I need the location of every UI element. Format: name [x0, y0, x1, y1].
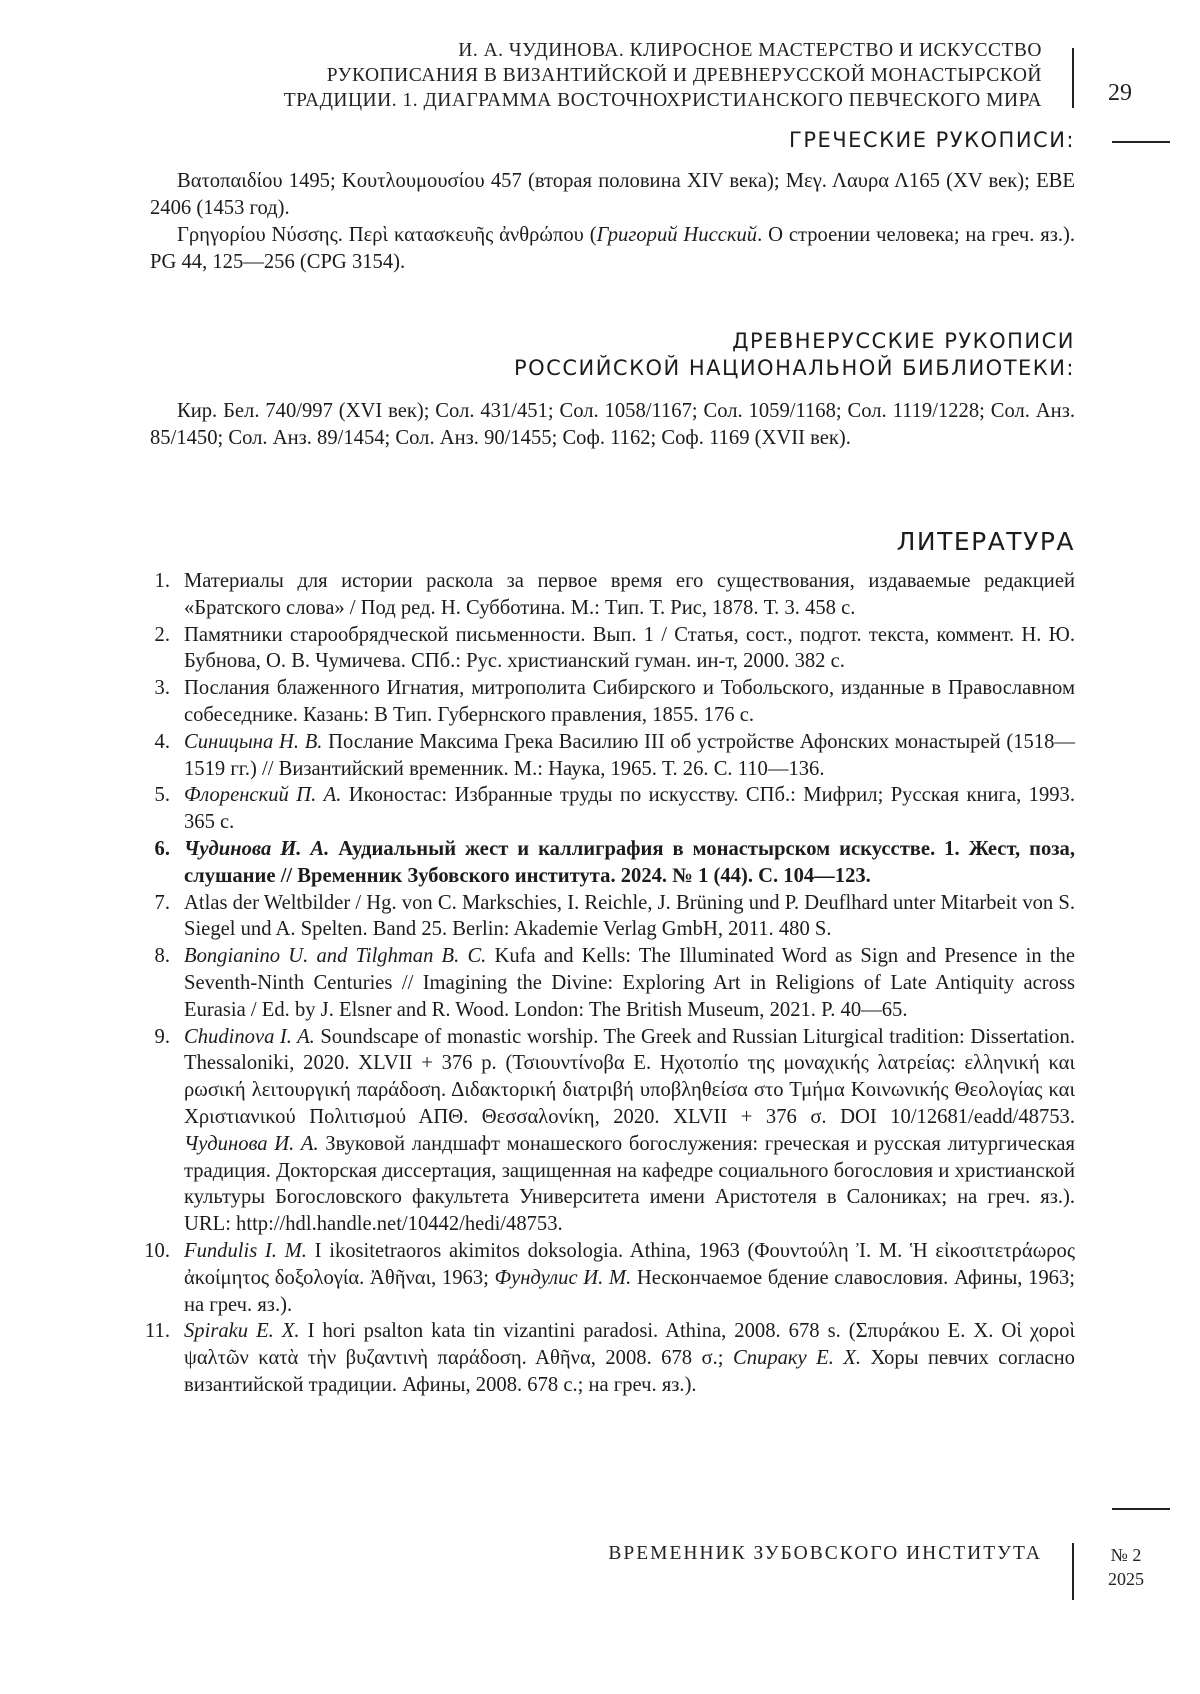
reference-author: Chudinova I. A.	[184, 1025, 315, 1048]
reference-author: Чудинова И. А.	[184, 837, 330, 860]
reference-number: 10.	[144, 1239, 170, 1262]
reference-list	[130, 568, 1075, 1399]
reference-text: Аудиальный жест и каллиграфия в монастырском искусстве. 1. Жест, поза, слушание // Временник Зубовского института. 2024. № 1 (44). С. 104—123.	[184, 837, 1076, 887]
header-divider	[1072, 48, 1074, 108]
reference-text: Kufa and Kells: The Illuminated Word as Sign and Presence in the Seventh-Ninth Centuries // Imagining the Divine: Exploring Art in Religions of Late Antiquity across Eurasia / Ed. by J. Elsner and R. Wood. London: The British Museum, 2021. P. 40—65.	[184, 945, 1075, 1021]
russian-manuscripts-body	[150, 398, 1075, 452]
running-head	[150, 38, 1042, 113]
reference-author-secondary: Спираку Е. Х.	[732, 1347, 862, 1370]
reference-number: 2.	[154, 623, 170, 646]
russian-manuscripts-heading	[514, 328, 1075, 382]
reference-number: 3.	[154, 677, 170, 700]
reference-author: Spiraku E. X.	[184, 1320, 300, 1343]
reference-author: Синицына Н. В.	[184, 730, 323, 753]
page-number: 29	[1108, 80, 1132, 106]
reference-text: Иконостас: Избранные труды по искусству. СПб.: Мифрил; Русская книга, 1993. 365 с.	[184, 784, 1075, 834]
russian-heading-line-1: ДРЕВНЕРУССКИЕ РУКОПИСИ	[732, 329, 1075, 353]
reference-text-continued: Хоры певчих согласно византийской традиции. Афины, 2008. 678 с.; на греч. яз.).	[184, 1347, 1075, 1396]
reference-item	[130, 729, 1075, 783]
reference-number: 4.	[154, 730, 170, 753]
reference-item-highlighted	[130, 836, 1075, 890]
running-head-line-1: И. А. ЧУДИНОВА. КЛИРОСНОЕ МАСТЕРСТВО И ИСКУССТВО	[458, 40, 1042, 61]
reference-text: Памятники старообрядческой письменности. Вып. 1 / Статья, сост., подгот. текста, коммент. Н. Ю. Бубнова, О. В. Чумичева. СПб.: Рус. христианский гуман. ин-т, 2000. 382 с.	[184, 623, 1075, 673]
reference-number: 9.	[154, 1025, 170, 1048]
reference-author-secondary: Чудинова И. А.	[184, 1132, 319, 1155]
reference-author: Bongianino U. and Tilghman B. C.	[184, 945, 487, 968]
reference-text: Материалы для истории раскола за первое время его существования, издаваемые редакцией «Братского слова» / Под ред. Н. Субботина. М.: Тип. Т. Рис, 1878. Т. 3. 458 с.	[184, 570, 1075, 619]
reference-author-secondary: Фундулис И. М.	[494, 1266, 632, 1289]
greek-manuscripts-body	[150, 168, 1075, 276]
reference-text: Послание Максима Грека Василию III об устройстве Афонских монастырей (1518—1519 гг.) // Византийский временник. М.: Наука, 1965. Т. 26. С. 110—136.	[184, 730, 1075, 780]
reference-item	[130, 675, 1075, 729]
issue-info	[1108, 1543, 1144, 1591]
reference-number: 11.	[145, 1320, 170, 1343]
greek-source-author: Григорий Нисский	[596, 224, 758, 246]
literature-heading: ЛИТЕРАТУРА	[896, 527, 1075, 556]
reference-item	[130, 1238, 1075, 1318]
reference-text-continued: Нескончаемое бдение славословия. Афины, 1963; на греч. яз.).	[184, 1266, 1075, 1316]
reference-item	[130, 622, 1075, 676]
footer-rule	[1112, 1508, 1170, 1510]
reference-item	[130, 568, 1075, 622]
reference-author: Флоренский П. А.	[184, 784, 342, 807]
reference-number: 7.	[154, 891, 170, 914]
reference-item	[130, 890, 1075, 944]
reference-number: 1.	[154, 570, 170, 592]
reference-item	[130, 782, 1075, 836]
reference-number: 8.	[154, 945, 170, 968]
reference-text: I ikositetraoros akimitos doksologia. Athina, 1963 (Φουντούλη Ἰ. Μ. Ἡ εἰκοσιτετράωρος ἀκοίμητος δοξολογία. Ἀθῆναι, 1963;	[184, 1239, 1075, 1289]
reference-item	[130, 1318, 1075, 1398]
issue-year: 2025	[1108, 1569, 1144, 1589]
reference-text: Atlas der Weltbilder / Hg. von C. Markschies, I. Reichle, J. Brüning und P. Deuflhard unter Mitarbeit von S. Siegel und A. Spelten. Band 25. Berlin: Akademie Verlag GmbH, 2011. 480 S.	[184, 891, 1075, 941]
reference-number: 5.	[154, 784, 170, 807]
running-head-line-3: ТРАДИЦИИ. 1. ДИАГРАММА ВОСТОЧНОХРИСТИАНСКОГО ПЕВЧЕСКОГО МИРА	[283, 90, 1042, 111]
greek-manuscripts-heading-text: ГРЕЧЕСКИЕ РУКОПИСИ:	[789, 128, 1075, 152]
russian-heading-line-2: РОССИЙСКОЙ НАЦИОНАЛЬНОЙ БИБЛИОТЕКИ:	[513, 356, 1075, 380]
reference-author: Fundulis I. M.	[184, 1239, 307, 1262]
russian-manuscripts-list: Кир. Бел. 740/997 (XVI век); Сол. 431/451; Сол. 1058/1167; Сол. 1059/1168; Сол. 1119/1228; Сол. Анз. 85/1450; Сол. Анз. 89/1454; Сол. Анз. 90/1455; Соф. 1162; Соф. 1169 (XVII век).	[150, 400, 1075, 449]
journal-title: ВРЕМЕННИК ЗУБОВСКОГО ИНСТИТУТА	[608, 1543, 1042, 1564]
reference-text-continued: Звуковой ландшафт монашеского богослужения: греческая и русская литургическая традиция. Докторская диссертация, защищенная на кафедре социального богословия и христианской культуры Богословского факультета Университета имени Аристотеля в Салониках; на греч. яз.). URL: http://hdl.handle.net/10442/hedi/48753.	[184, 1132, 1075, 1236]
reference-item	[130, 1024, 1075, 1238]
footer-divider	[1072, 1543, 1074, 1600]
running-head-line-2: РУКОПИСАНИЯ В ВИЗАНТИЙСКОЙ И ДРЕВНЕРУССКОЙ МОНАСТЫРСКОЙ	[326, 65, 1042, 86]
page-number-rule	[1112, 141, 1170, 143]
greek-manuscripts-list: Βατοπαιδίου 1495; Κουτλουμουσίου 457 (вторая половина XIV века); Μεγ. Λαυρα Λ165 (XV век); ΕΒΕ 2406 (1453 год).	[150, 170, 1075, 219]
greek-source-entry	[150, 222, 1075, 276]
greek-source-after: . О строении человека; на греч. яз.). PG 44, 125—256 (CPG 3154).	[150, 224, 1075, 273]
reference-text: Послания блаженного Игнатия, митрополита Сибирского и Тобольского, изданные в Православном собеседнике. Казань: В Тип. Губернского правления, 1855. 176 с.	[184, 677, 1075, 726]
reference-number: 6.	[154, 837, 170, 860]
issue-number: № 2	[1110, 1545, 1142, 1565]
greek-source-before: Γρηγορίου Νύσσης. Περὶ κατασκευῆς ἀνθρώπου (	[177, 224, 597, 246]
greek-manuscripts-heading	[789, 127, 1075, 154]
reference-text: I hori psalton kata tin vizantini paradosi. Athina, 2008. 678 s. (Σπυράκου Ε. Χ. Οἱ χοροὶ ψαλτῶν κατὰ τὴν βυζαντινὴ παράδοση. Αθῆνα, 2008. 678 σ.;	[184, 1320, 1075, 1370]
reference-text: Soundscape of monastic worship. The Greek and Russian Liturgical tradition: Dissertation. Thessaloniki, 2020. XLVII + 376 p. (Τσιουντίνοβα Ε. Ηχοτοπίο της μοναχικής λατρείας: ελληνική και ρωσική λειτουργική παράδοση. Διδακτορική διατριβή υποβληθείσα στο Τμήμα Κοινωνικής Θεολογίας και Χριστιανικού Πολιτισμού ΑΠΘ. Θεσσαλονίκη, 2020. XLVII + 376 σ. DOI 10/12681/eadd/48753.	[184, 1025, 1075, 1128]
reference-item	[130, 943, 1075, 1023]
